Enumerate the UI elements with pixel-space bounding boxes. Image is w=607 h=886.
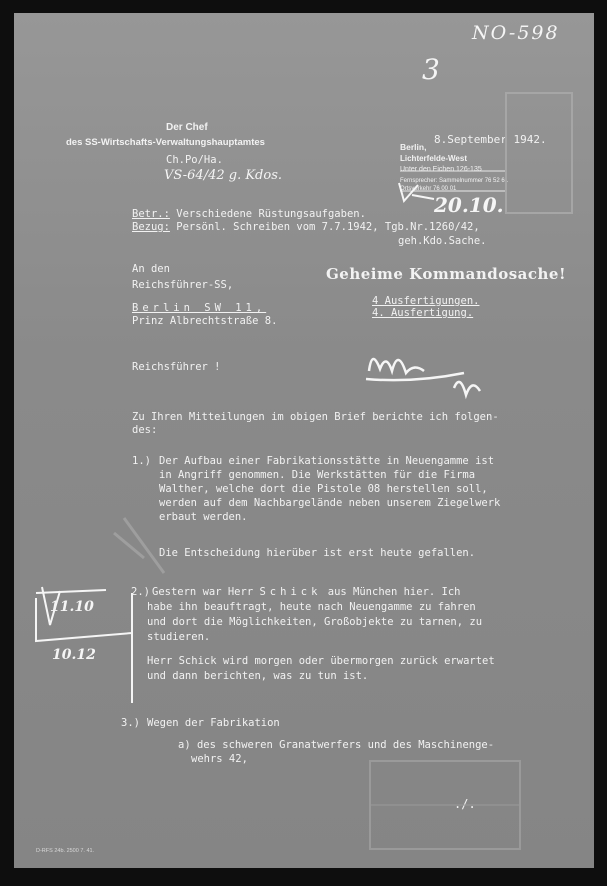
page-number: 3 xyxy=(422,53,440,86)
item-1-line-5: erbaut werden. xyxy=(159,511,248,523)
recipient-title: Reichsführer-SS, xyxy=(132,279,234,291)
item-2-number: 2.) xyxy=(131,586,150,598)
item-1-line-2: in Angriff genommen. Die Werkstätten für die Firma xyxy=(159,469,476,481)
reference-text: Persönl. Schreiben vom 7.7.1942, Tgb.Nr.1260/42, xyxy=(176,221,480,233)
item-3-sub-a-cont: wehrs 42, xyxy=(191,753,248,765)
item-2-line-2: habe ihn beauftragt, heute nach Neuengamme zu fahren xyxy=(147,601,476,613)
item-3-heading: Wegen der Fabrikation xyxy=(147,717,280,729)
copy-number: 4. Ausfertigung. xyxy=(372,307,474,319)
copy-count: 4 Ausfertigungen. xyxy=(372,295,480,307)
sender-address: Unter den Eichen 126-135 xyxy=(400,166,482,173)
document-page xyxy=(14,13,594,868)
reference-label: Bezug: xyxy=(132,221,170,233)
sender-phone-local: Ortsverkehr 76 00 01 xyxy=(400,186,457,192)
margin-date-1: 11.10 xyxy=(50,599,94,615)
item-2-note-1: Herr Schick wird morgen oder übermorgen zurück erwartet xyxy=(147,655,495,667)
reference-classification: geh.Kdo.Sache. xyxy=(398,235,487,247)
ghost-bleedthrough-marks xyxy=(114,518,164,573)
item-3-sub-a: a) des schweren Granatwerfers und des Maschinenge- xyxy=(178,739,495,751)
salutation: Reichsführer ! xyxy=(132,361,221,373)
sender-phone: Fernsprecher: Sammelnummer 76 52 61 xyxy=(400,178,509,184)
archive-number: NO-598 xyxy=(472,22,560,44)
item-1-number: 1.) xyxy=(132,455,151,467)
handwritten-signature xyxy=(366,359,480,395)
intro-line-2: des: xyxy=(132,424,158,436)
item-1-line-3: Walther, welche dort die Pistole 08 herstellen soll, xyxy=(159,483,488,495)
subject-label: Betr.: xyxy=(132,208,170,220)
recipient-street: Prinz Albrechtstraße 8. xyxy=(132,315,278,327)
subject-text: Verschiedene Rüstungsaufgaben. xyxy=(176,208,366,220)
item-1-note: Die Entscheidung hierüber ist erst heute gefallen. xyxy=(159,547,476,559)
sender-city: Berlin, xyxy=(400,142,427,152)
item-2-line-4: studieren. xyxy=(147,631,211,643)
intro-line-1: Zu Ihren Mitteilungen im obigen Brief berichte ich folgen- xyxy=(132,411,499,423)
receipt-stamp-box xyxy=(506,93,572,213)
page-continues-mark: ./. xyxy=(454,797,476,811)
item-3-number: 3.) xyxy=(121,717,140,729)
item-2-line-1-end: aus München hier. Ich xyxy=(327,586,461,598)
handwritten-received-date: 20.10. xyxy=(434,193,504,217)
sender-district: Lichterfelde-West xyxy=(400,154,467,163)
handwritten-file-number: VS-64/42 g. Kdos. xyxy=(164,168,283,183)
sender-office: des SS-Wirtschafts-Verwaltungshauptamtes xyxy=(66,137,265,148)
item-1-line-4: werden auf dem Nachbargelände neben unserem Ziegelwerk xyxy=(159,497,501,509)
recipient-an: An den xyxy=(132,263,170,275)
item-2-line-1-start: Gestern war Herr xyxy=(152,586,254,598)
sender-title: Der Chef xyxy=(166,122,208,133)
recipient-city: Berlin SW 11, xyxy=(132,302,267,314)
margin-date-2: 10.12 xyxy=(52,647,96,663)
sender-reference: Ch.Po/Ha. xyxy=(166,154,223,166)
form-print-code: D-RFS 24b. 2500 7. 41. xyxy=(36,848,95,854)
ink-marks xyxy=(14,13,594,868)
letter-date: 8.September 1942. xyxy=(434,133,547,146)
item-2-person-name: Schick xyxy=(259,586,322,598)
item-2-line-3: und dort die Möglichkeiten, Großobjekte zu tarnen, zu xyxy=(147,616,483,628)
item-2-note-2: und dann berichten, was zu tun ist. xyxy=(147,670,369,682)
margin-note-bracket xyxy=(36,590,132,703)
item-1-line-1: Der Aufbau einer Fabrikationsstätte in Neuengamme ist xyxy=(159,455,495,467)
received-tick-mark xyxy=(399,183,434,201)
secret-command-stamp: Geheime Kommandosache! xyxy=(326,265,567,283)
